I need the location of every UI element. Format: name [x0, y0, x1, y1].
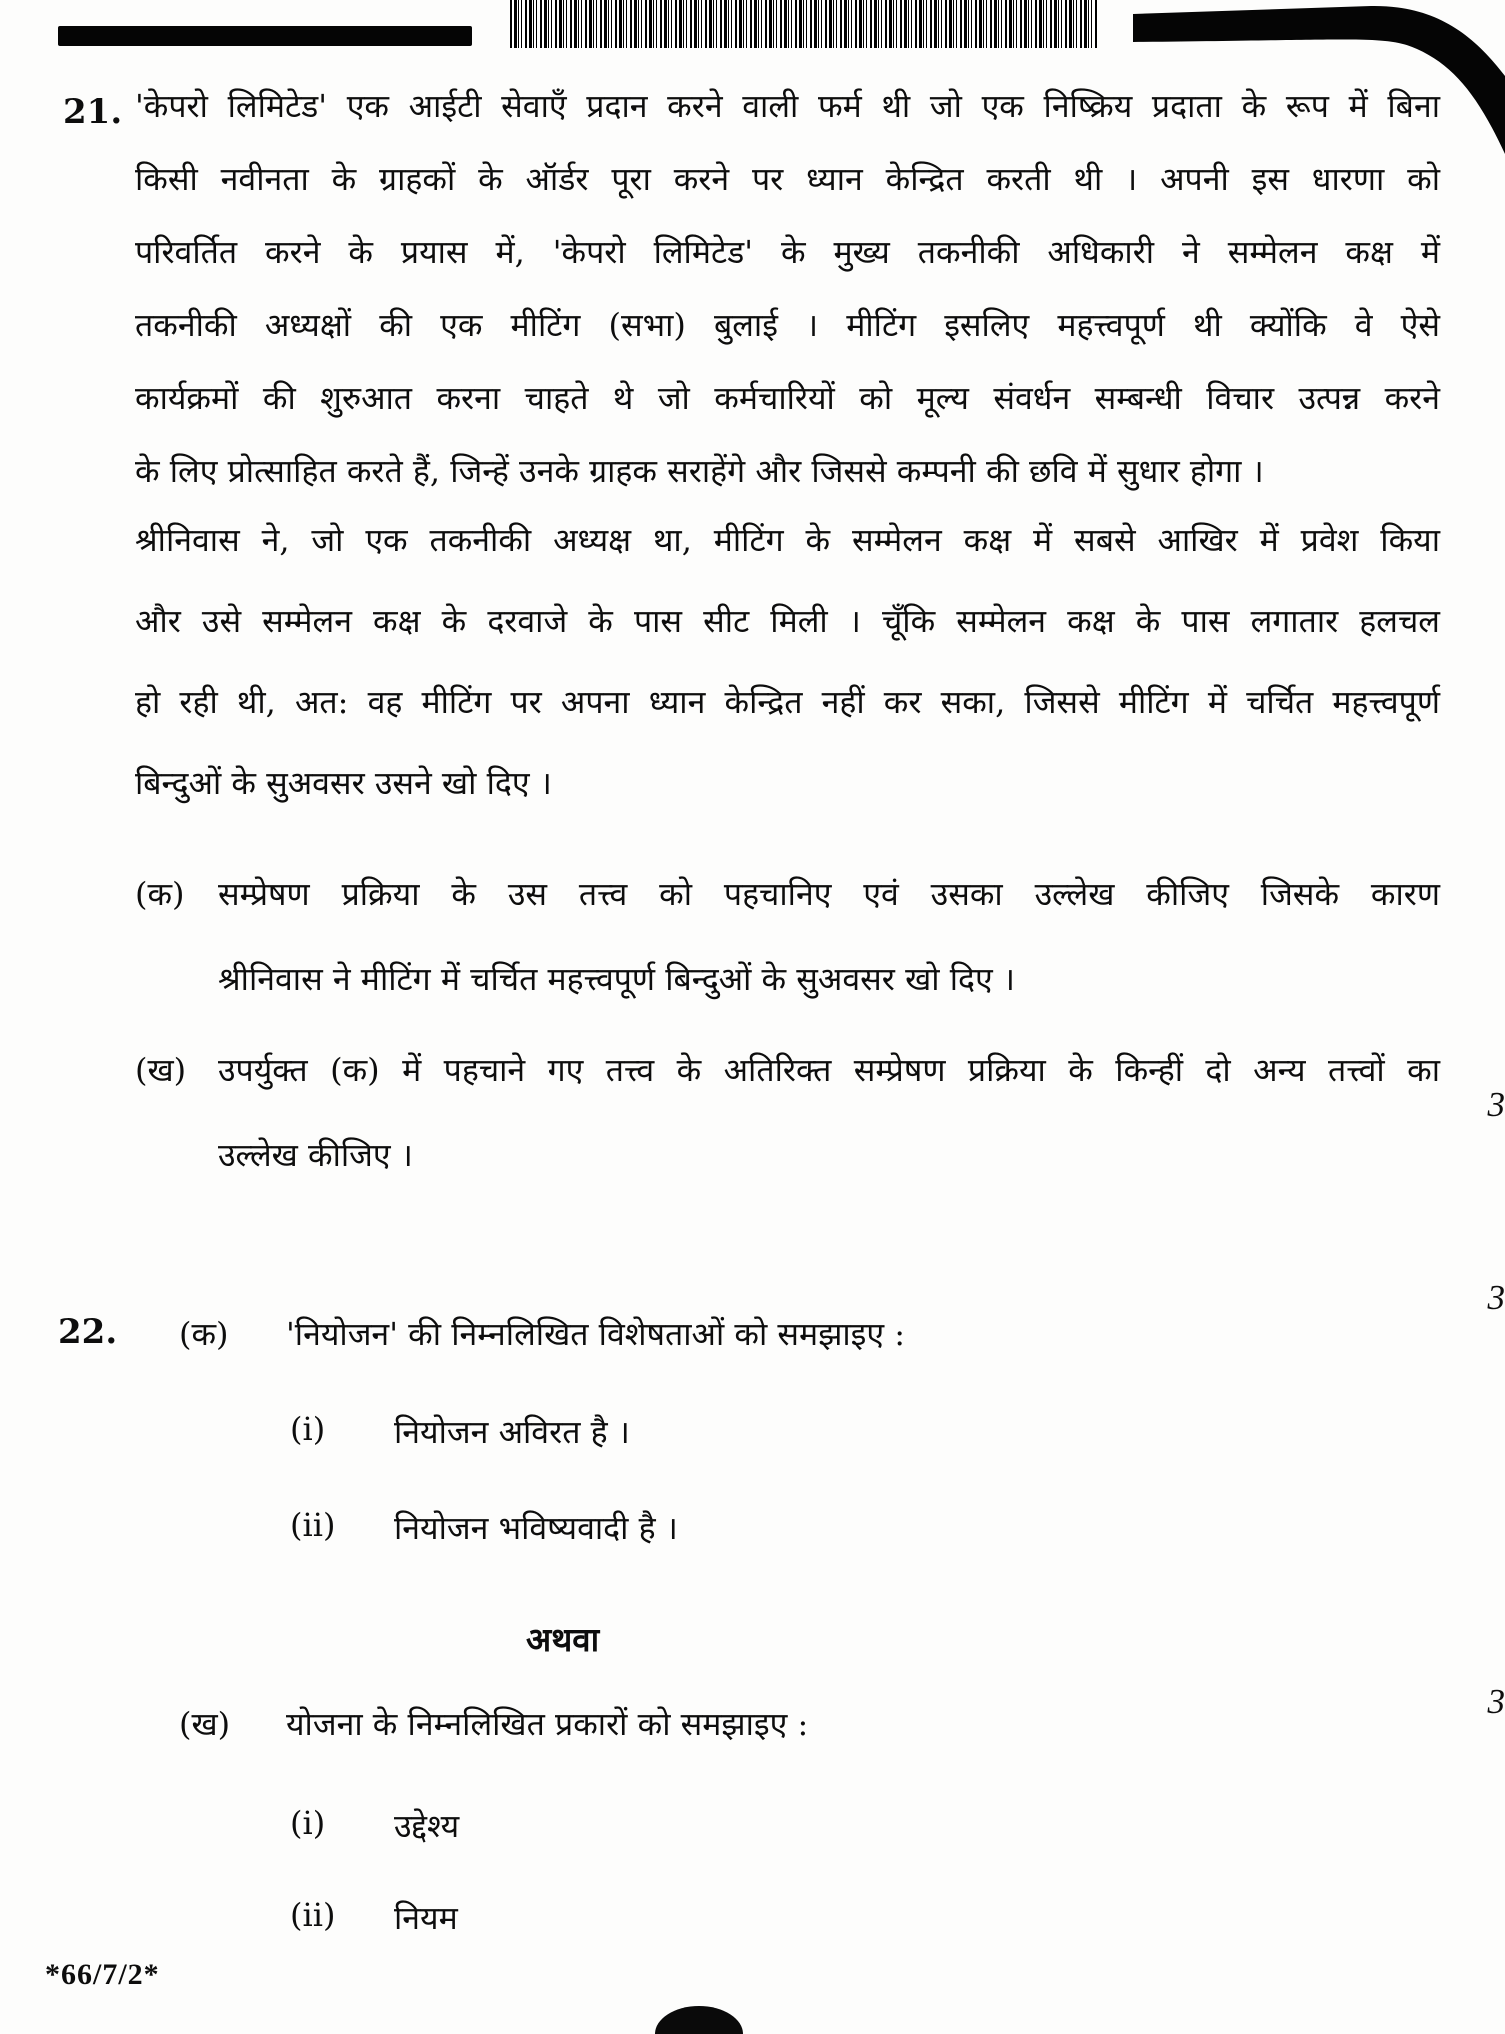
text-line: कार्यक्रमों की शुरुआत करना चाहते थे जो कर्मचारियों को मूल्य संवर्धन सम्बन्धी विचार उत्पन्न करने — [135, 379, 1440, 417]
top-left-bar — [58, 26, 472, 46]
text-line: किसी नवीनता के ग्राहकों के ऑर्डर पूरा करने पर ध्यान केन्द्रित करती थी । अपनी इस धारणा को — [135, 160, 1440, 198]
text-line: हो रही थी, अत: वह मीटिंग पर अपना ध्यान केन्द्रित नहीं कर सका, जिससे मीटिंग में चर्चित महत्त्वपूर्ण — [135, 683, 1440, 721]
question-22-part-a-item-1 — [0, 1410, 1505, 1470]
part-b-label: (ख) — [179, 1705, 231, 1743]
text-line: श्रीनिवास ने, जो एक तकनीकी अध्यक्ष था, मीटिंग के सम्मेलन कक्ष में सबसे आखिर में प्रवेश किया — [135, 521, 1440, 559]
text-line: बिन्दुओं के सुअवसर उसने खो दिए । — [135, 764, 552, 802]
part-b-heading: योजना के निम्नलिखित प्रकारों को समझाइए : — [286, 1705, 809, 1743]
part-a-heading: 'नियोजन' की निम्नलिखित विशेषताओं को समझाइए : — [286, 1315, 906, 1353]
question-21-part-a — [0, 852, 1505, 1032]
text-line: श्रीनिवास ने मीटिंग में चर्चित महत्त्वपूर्ण बिन्दुओं के सुअवसर खो दिए । — [218, 960, 1015, 998]
text-line: 'केपरो लिमिटेड' एक आईटी सेवाएँ प्रदान करने वाली फर्म थी जो एक निष्क्रिय प्रदाता के रूप में बिना — [135, 87, 1440, 125]
barcode — [510, 0, 1098, 48]
part-b-label: (ख) — [135, 1051, 187, 1089]
item-label: (i) — [290, 1804, 326, 1842]
question-22-part-a — [0, 1312, 1505, 1372]
part-a-text — [218, 852, 1440, 1022]
part-b-text — [218, 1028, 1440, 1198]
question-21-paragraph-1 — [135, 70, 1440, 508]
item-text: उद्देश्य — [394, 1807, 460, 1845]
text-line: के लिए प्रोत्साहित करते हैं, जिन्हें उनके ग्राहक सराहेंगे और जिससे कम्पनी की छवि में सुधार होगा । — [135, 452, 1264, 490]
part-a-label: (क) — [179, 1315, 229, 1353]
question-21-paragraph-2 — [135, 500, 1440, 824]
paper-code: *66/7/2* — [45, 1958, 160, 1991]
question-22-part-b-item-1 — [0, 1804, 1505, 1864]
text-line: और उसे सम्मेलन कक्ष के दरवाजे के पास सीट मिली । चूँकि सम्मेलन कक्ष के पास लगातार हलचल — [135, 602, 1440, 640]
marks-q22-part-b: 3 — [1487, 1682, 1505, 1721]
item-text: नियम — [394, 1899, 458, 1937]
question-22-part-a-item-2 — [0, 1506, 1505, 1566]
punch-hole-mark — [655, 2006, 743, 2034]
part-a-label: (क) — [135, 875, 185, 913]
item-label: (i) — [290, 1410, 326, 1448]
text-line: परिवर्तित करने के प्रयास में, 'केपरो लिमिटेड' के मुख्य तकनीकी अधिकारी ने सम्मेलन कक्ष में — [135, 233, 1440, 271]
marks-q21: 3 — [1487, 1085, 1505, 1124]
question-21-part-b — [0, 1028, 1505, 1208]
question-22-part-b-item-2 — [0, 1896, 1505, 1956]
text-line: उपर्युक्त (क) में पहचाने गए तत्त्व के अतिरिक्त सम्प्रेषण प्रक्रिया के किन्हीं दो अन्य तत्त्वों का — [218, 1051, 1440, 1089]
question-22-number: 22. — [58, 1312, 118, 1352]
question-22-part-b — [0, 1702, 1505, 1762]
text-line: उल्लेख कीजिए । — [218, 1136, 413, 1174]
text-line: तकनीकी अध्यक्षों की एक मीटिंग (सभा) बुलाई । मीटिंग इसलिए महत्त्वपूर्ण थी क्योंकि वे ऐसे — [135, 306, 1440, 344]
item-text: नियोजन अविरत है । — [394, 1413, 630, 1451]
item-label: (ii) — [290, 1896, 336, 1934]
item-label: (ii) — [290, 1506, 336, 1544]
question-21-number: 21. — [63, 92, 123, 132]
marks-q22-part-a: 3 — [1487, 1278, 1505, 1317]
text-line: सम्प्रेषण प्रक्रिया के उस तत्त्व को पहचानिए एवं उसका उल्लेख कीजिए जिसके कारण — [218, 875, 1440, 913]
item-text: नियोजन भविष्यवादी है । — [394, 1509, 678, 1547]
or-separator: अथवा — [526, 1620, 600, 1659]
